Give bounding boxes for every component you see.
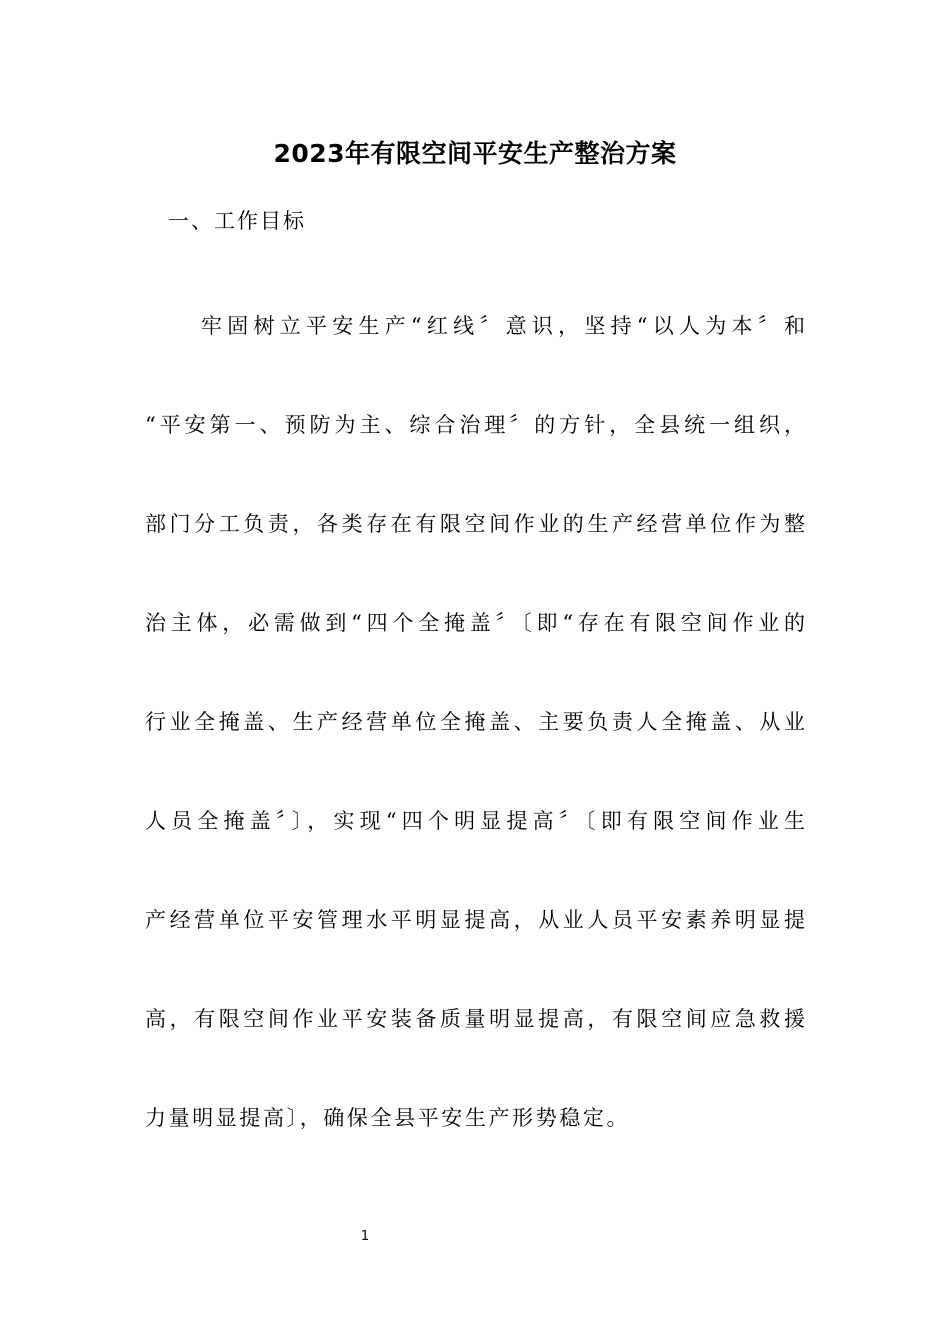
paragraph-line: 高，有限空间作业平安装备质量明显提高，有限空间应急救援 (145, 1007, 805, 1031)
paragraph-line: 产经营单位平安管理水平明显提高，从业人员平安素养明显提 (145, 908, 805, 932)
paragraph-line: 人员全掩盖〞〕，实现“四个明显提高〞〔即有限空间作业生 (145, 809, 805, 833)
paragraph-line: 治主体，必需做到“四个全掩盖〞〔即“存在有限空间作业的 (145, 611, 805, 635)
section-heading: 一、工作目标 (168, 209, 306, 233)
paragraph-line: 部门分工负责，各类存在有限空间作业的生产经营单位作为整 (145, 512, 805, 536)
page-number: 1 (360, 1229, 370, 1244)
document-title: 2023年有限空间平安生产整治方案 (273, 139, 677, 168)
paragraph-line: 牢固树立平安生产“红线〞意识，坚持“以人为本〞和 (201, 314, 805, 338)
paragraph-line: 力量明显提高〕，确保全县平安生产形势稳定。 (145, 1106, 631, 1130)
paragraph-line: 行业全掩盖、生产经营单位全掩盖、主要负责人全掩盖、从业 (145, 710, 805, 734)
paragraph-line: “平安第一、预防为主、综合治理〞的方针，全县统一组织， (145, 413, 805, 437)
